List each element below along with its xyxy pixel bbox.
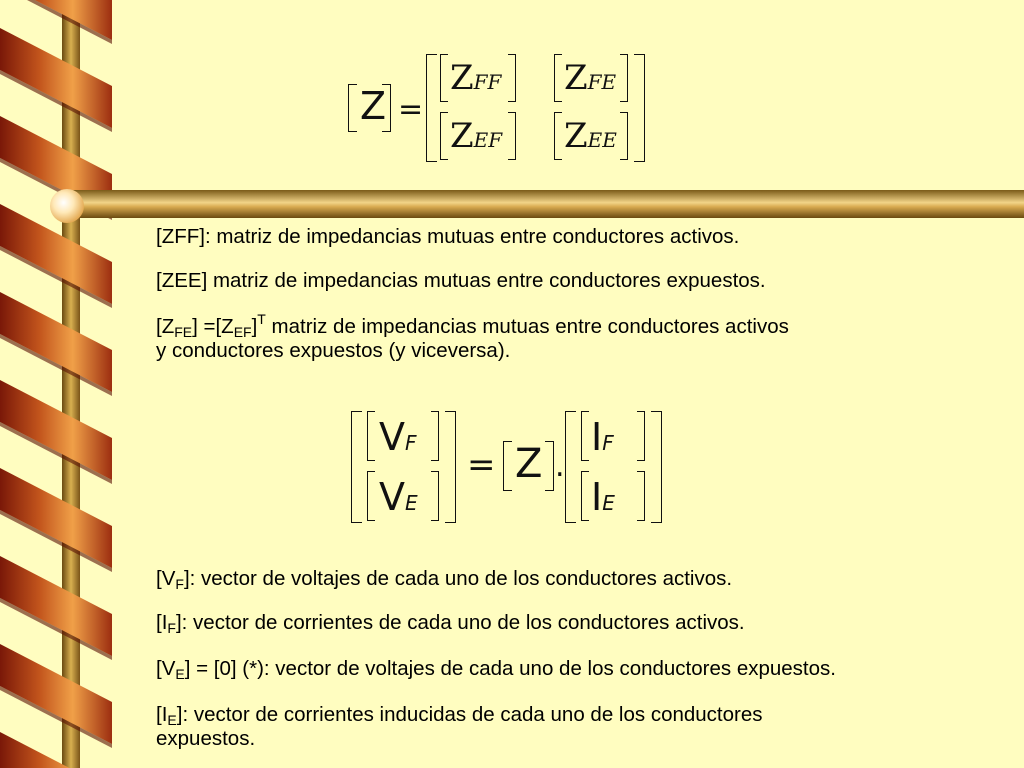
spiral-band (0, 380, 112, 480)
definition-zff: [ZFF]: matriz de impedancias mutuas entre conductores activos. (156, 225, 740, 248)
eq-dot: . (555, 449, 565, 484)
spiral-band (0, 644, 112, 744)
eq-entry-zfe: ZFE (564, 58, 617, 98)
decorative-knob (50, 189, 84, 223)
definition-if: $[I_F]$: vector de corrientes de cada uno de los conductores activos. (156, 611, 745, 636)
eq-equals-2: = (467, 445, 496, 485)
eq-ie: IE (591, 475, 615, 519)
definition-ie: $[I_E]$: vector de corrientes inducidas de cada uno de los conductores expuestos. (156, 703, 763, 750)
definition-ve: $[V_E] = [0]$ (*): vector de voltajes de cada uno de los conductores expuestos. (156, 657, 836, 682)
spiral-band (0, 28, 112, 128)
eq-ve: VE (379, 475, 418, 519)
spiral-band (0, 556, 112, 656)
eq-equals: = (398, 92, 424, 127)
definition-vf: $[V_F]$: vector de voltajes de cada uno de los conductores activos. (156, 567, 733, 592)
eq-z-lhs: Z (360, 84, 387, 128)
eq-entry-zff: ZFF (450, 58, 502, 98)
equation-z-matrix (340, 48, 660, 168)
definition-zfe: $[Z_{FE}] =[Z_{EF}]^T$ matriz de impedancias mutuas entre conductores activos y conductores expuestos (y viceversa). (156, 311, 789, 362)
spiral-band (0, 468, 112, 568)
definition-zee: [ZEE] matriz de impedancias mutuas entre conductores expuestos. (156, 269, 766, 292)
eq-entry-zef: ZEF (450, 116, 503, 156)
decorative-bar (60, 190, 1024, 218)
equation-v-z-i (345, 405, 675, 530)
decorative-spiral (0, 0, 112, 768)
eq-z-center: Z (515, 441, 543, 487)
eq-vf: VF (379, 415, 417, 459)
eq-entry-zee: ZEE (564, 116, 617, 156)
spiral-band (0, 292, 112, 392)
eq-if: IF (591, 415, 614, 459)
